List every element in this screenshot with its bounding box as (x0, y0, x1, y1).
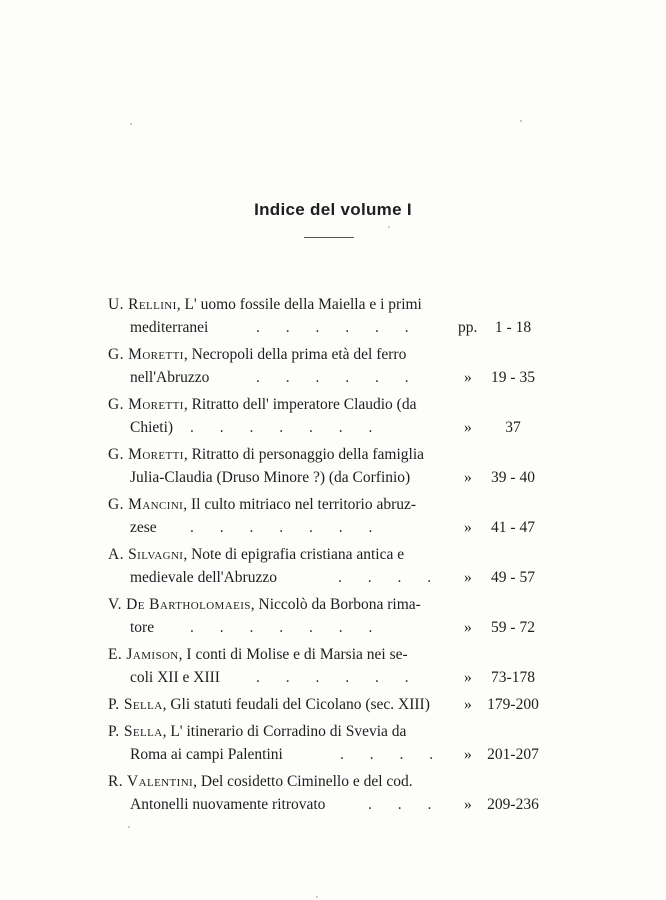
entry-author: A. Silvagni (108, 546, 184, 563)
entry-title: , L' uomo fossile della Maiella e i primi (176, 296, 422, 313)
scan-speck (128, 826, 130, 828)
page-title: Indice del volume I (254, 200, 412, 219)
entry-title: , Gli statuti feudali del Cicolano (sec. XIII) (162, 696, 430, 713)
page-range: 73-178 (491, 669, 535, 686)
page-range: 209-236 (487, 796, 539, 813)
entry-author: G. Moretti (108, 396, 184, 413)
toc-entry (108, 343, 553, 389)
page-range: 201-207 (487, 746, 539, 763)
toc-entry (108, 720, 553, 766)
page-range: 19 - 35 (491, 369, 535, 386)
page-prefix: » (464, 369, 472, 386)
entry-title: , Ritratto dell' imperatore Claudio (da (183, 396, 417, 413)
entry-title: , Del cosidetto Ciminello e del cod. (193, 773, 413, 790)
page-range: 37 (505, 419, 521, 436)
dot-leader: . . . . . . . (190, 419, 384, 436)
toc-entry (108, 493, 553, 539)
entry-author: P. Sella (108, 696, 163, 713)
scan-speck (388, 226, 390, 228)
dot-leader: . . . . (340, 746, 445, 763)
page-range: 1 - 18 (494, 319, 532, 336)
toc-entry (108, 643, 553, 689)
scan-speck (520, 120, 522, 122)
entry-title-cont: mediterranei (130, 319, 209, 336)
page-prefix: » (464, 469, 472, 486)
page-prefix: » (464, 619, 472, 636)
toc-entry (108, 770, 553, 816)
entry-author: R. Valentini (108, 773, 194, 790)
entry-title: , I conti di Molise e di Marsia nei se- (178, 646, 408, 663)
dot-leader: . . . (368, 796, 443, 813)
entry-author: G. Moretti (108, 446, 184, 463)
toc-entry (108, 443, 553, 489)
page-prefix: pp. (458, 319, 478, 336)
entry-title-cont: zese (130, 519, 157, 536)
entry-title: , Note di epigrafia cristiana antica e (183, 546, 405, 563)
toc-entry (108, 293, 553, 339)
entry-author: P. Sella (108, 723, 163, 740)
page-range: 41 - 47 (491, 519, 535, 536)
toc-entry (108, 693, 553, 716)
entry-title-cont: coli XII e XIII (130, 669, 220, 686)
page-prefix: » (464, 696, 472, 713)
entry-author: G. Moretti (108, 346, 184, 363)
page-range: 179-200 (487, 696, 539, 713)
entry-author: G. Mancini (108, 496, 184, 513)
dot-leader: . . . . . . (256, 669, 420, 686)
dot-leader: . . . . (338, 569, 443, 586)
entry-title: , Necropoli della prima età del ferro (183, 346, 407, 363)
entry-author: V. De Bartholomaeis (108, 596, 251, 613)
entry-title-cont: tore (130, 619, 155, 636)
page-prefix: » (464, 569, 472, 586)
entry-title-cont: Roma ai campi Palentini (130, 746, 283, 763)
dot-leader: . . . . . . (256, 369, 420, 386)
page-prefix: » (464, 669, 472, 686)
entry-title: , L' itinerario di Corradino di Svevia da (162, 723, 407, 740)
scan-speck (316, 896, 318, 898)
entry-title: , Ritratto di personaggio della famiglia (183, 446, 425, 463)
entry-title: , Il culto mitriaco nel territorio abruz- (183, 496, 417, 513)
entry-title-cont: nell'Abruzzo (130, 369, 210, 386)
dot-leader: . . . . . . (256, 319, 420, 336)
page-range: 59 - 72 (491, 619, 535, 636)
entry-title-cont: Chieti) (130, 419, 174, 436)
toc-entry (108, 593, 553, 639)
table-of-contents (108, 293, 553, 820)
toc-entry (108, 393, 553, 439)
page-range: 39 - 40 (491, 469, 535, 486)
dot-leader: . . . . . . . (190, 619, 384, 636)
toc-entry (108, 543, 553, 589)
entry-title: , Niccolò da Borbona rima- (250, 596, 421, 613)
entry-author: U. Rellini (108, 296, 177, 313)
scan-speck (130, 123, 132, 125)
page-range: 49 - 57 (491, 569, 535, 586)
page-prefix: » (464, 419, 472, 436)
page-prefix: » (464, 519, 472, 536)
dot-leader: . . . . . . . (190, 519, 384, 536)
entry-author: E. Jamison (108, 646, 179, 663)
title-divider (304, 237, 354, 238)
page-prefix: » (464, 796, 472, 813)
page-prefix: » (464, 746, 472, 763)
entry-title-cont: medievale dell'Abruzzo (130, 569, 277, 586)
entry-title-cont: Antonelli nuovamente ritrovato (130, 796, 326, 813)
entry-title-cont: Julia-Claudia (Druso Minore ?) (da Corfinio) (130, 469, 411, 486)
